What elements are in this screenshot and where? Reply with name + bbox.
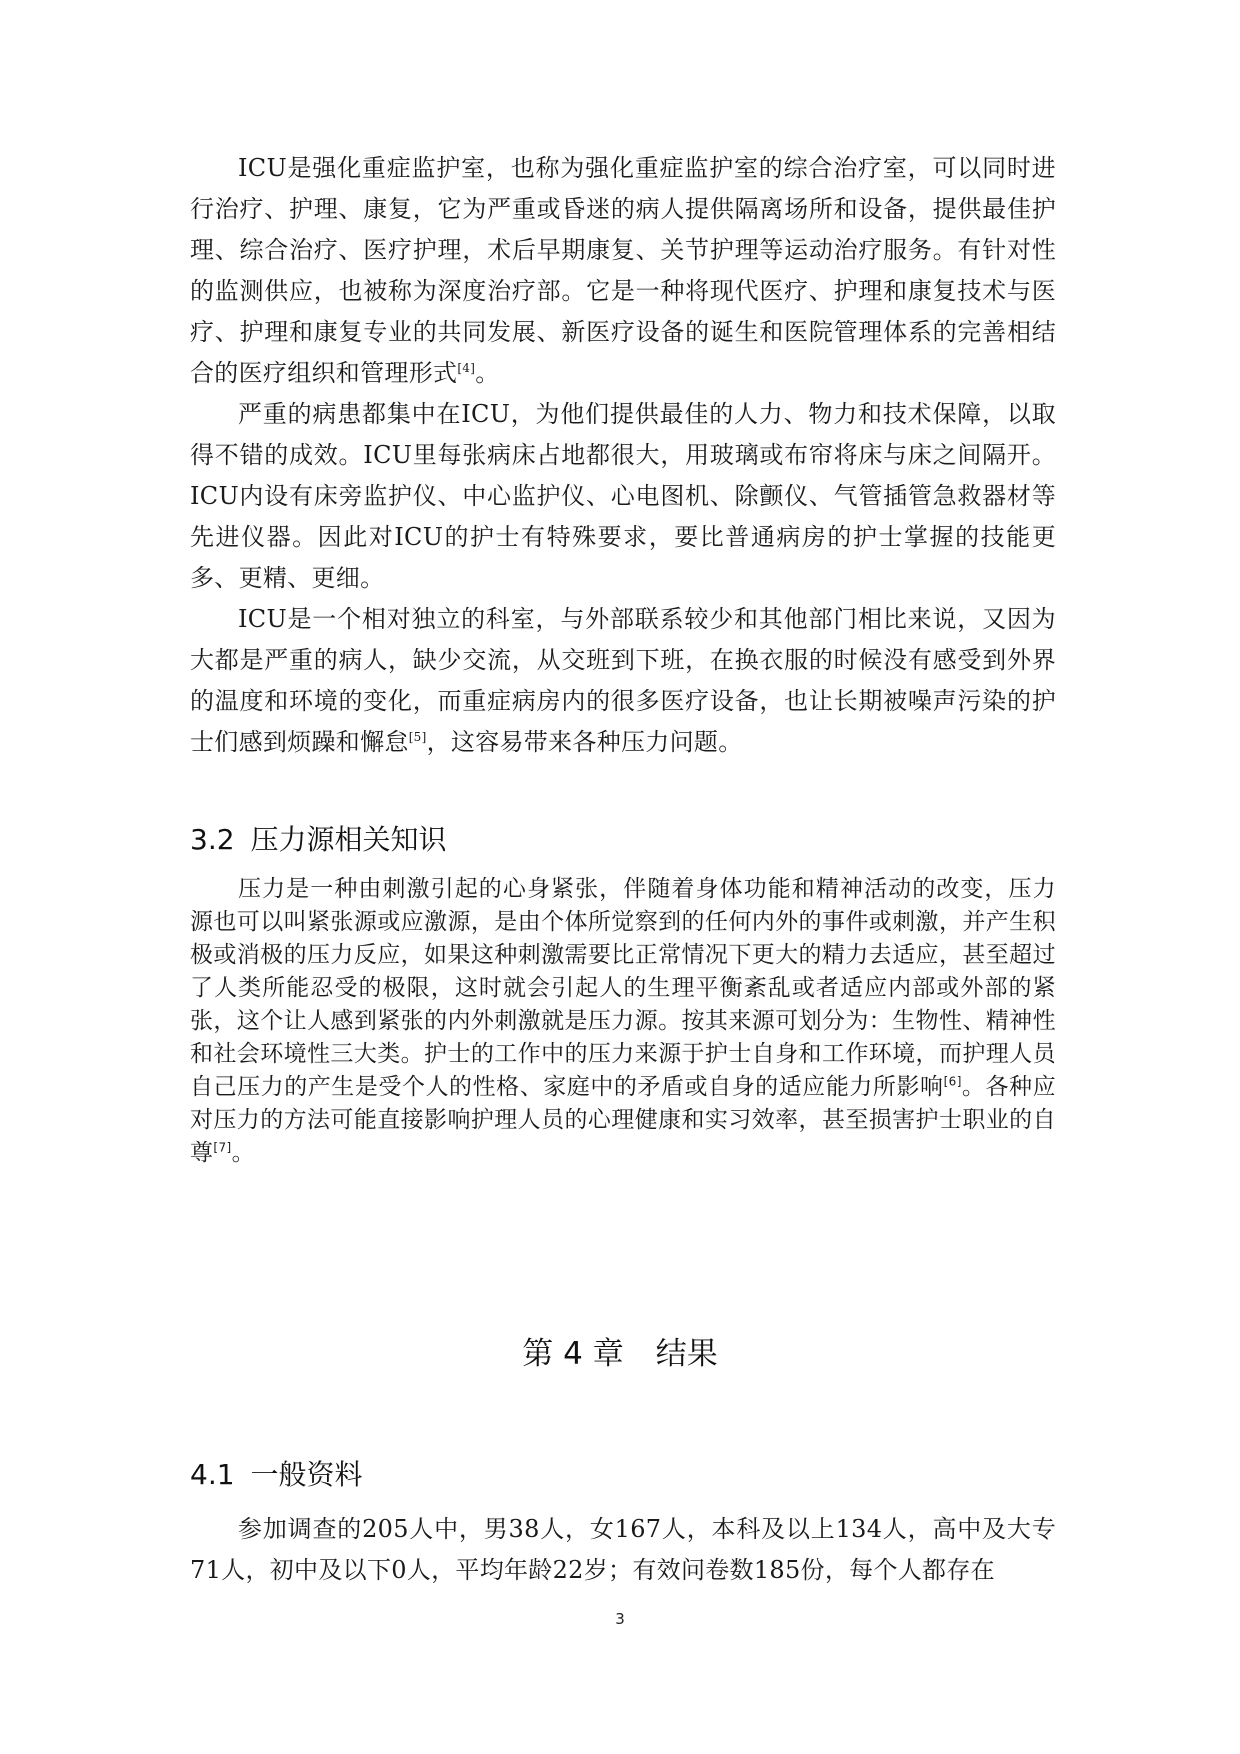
chapter-label: 第 4 章 — [522, 1336, 624, 1372]
paragraph-icu-environment — [190, 599, 1056, 763]
paragraph-icu-definition — [190, 148, 1056, 394]
paragraph-stressor — [190, 873, 1056, 1170]
citation-ref: [4] — [457, 361, 476, 375]
citation-ref: [7] — [213, 1140, 232, 1155]
chapter-heading-4 — [0, 1328, 1240, 1373]
paragraph-tail: 。 — [231, 1140, 256, 1166]
section-heading-4-1 — [190, 1453, 363, 1493]
section-number: 4.1 — [190, 1458, 235, 1491]
section-heading-3-2 — [190, 818, 447, 858]
paragraph-tail: 。 — [475, 359, 500, 387]
paragraph-text: 参加调查的205人中，男38人，女167人，本科及以上134人，高中及大专71人，初中及以下0人，平均年龄22岁；有效问卷数185份，每个人都存在 — [190, 1515, 1056, 1584]
section-number: 3.2 — [190, 823, 235, 856]
paragraph-text: 。各种应对压力的方法可能直接影响护理人员的心理健康和实习效率，甚至损害护士职业的自尊 — [190, 1074, 1056, 1166]
paragraph-text: ICU是一个相对独立的科室，与外部联系较少和其他部门相比来说，又因为大都是严重的病人，缺少交流，从交班到下班，在换衣服的时候没有感受到外界的温度和环境的变化，而重症病房内的很多医疗设备，也让长期被噪声污染的护士们感到烦躁和懈怠 — [190, 605, 1056, 756]
paragraph-icu-patients — [190, 394, 1056, 599]
citation-ref: [5] — [408, 730, 427, 744]
page-number: 3 — [615, 1610, 625, 1628]
citation-ref: [6] — [943, 1074, 962, 1089]
paragraph-text: ICU是强化重症监护室，也称为强化重症监护室的综合治疗室，可以同时进行治疗、护理、康复，它为严重或昏迷的病人提供隔离场所和设备，提供最佳护理、综合治疗、医疗护理，术后早期康复、关节护理等运动治疗服务。有针对性的监测供应，也被称为深度治疗部。它是一种将现代医疗、护理和康复技术与医疗、护理和康复专业的共同发展、新医疗设备的诞生和医院管理体系的完善相结合的医疗组织和管理形式 — [190, 154, 1056, 387]
paragraph-general-info — [190, 1509, 1056, 1591]
section-title: 压力源相关知识 — [250, 823, 447, 856]
paragraph-text: 严重的病患都集中在ICU，为他们提供最佳的人力、物力和技术保障，以取得不错的成效。ICU里每张病床占地都很大，用玻璃或布帘将床与床之间隔开。ICU内设有床旁监护仪、中心监护仪、心电图机、除颤仪、气管插管急救器材等先进仪器。因此对ICU的护士有特殊要求，要比普通病房的护士掌握的技能更多、更精、更细。 — [190, 400, 1056, 592]
section-title: 一般资料 — [250, 1458, 363, 1491]
chapter-title: 结果 — [655, 1336, 718, 1372]
paragraph-tail: ，这容易带来各种压力问题。 — [426, 728, 743, 756]
paragraph-text: 压力是一种由刺激引起的心身紧张，伴随着身体功能和精神活动的改变，压力源也可以叫紧张源或应激源，是由个体所觉察到的任何内外的事件或刺激，并产生积极或消极的压力反应，如果这种刺激需要比正常情况下更大的精力去适应，甚至超过了人类所能忍受的极限，这时就会引起人的生理平衡紊乱或者适应内部或外部的紧张，这个让人感到紧张的内外刺激就是压力源。按其来源可划分为：生物性、精神性和社会环境性三大类。护士的工作中的压力来源于护士自身和工作环境，而护理人员自己压力的产生是受个人的性格、家庭中的矛盾或自身的适应能力所影响 — [190, 876, 1056, 1100]
